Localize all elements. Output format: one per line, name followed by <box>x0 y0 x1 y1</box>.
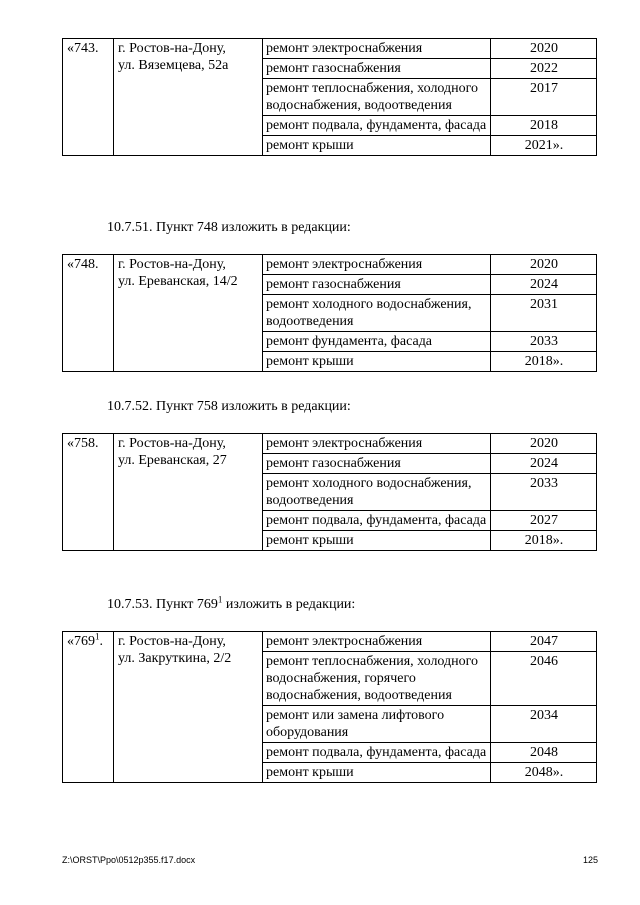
work-type-cell: ремонт или замена лифтового оборудования <box>263 706 491 743</box>
work-type-cell: ремонт электроснабжения <box>263 255 491 275</box>
address-cell <box>114 434 263 551</box>
work-type-cell: ремонт крыши <box>263 763 491 783</box>
item-number-cell <box>63 434 114 551</box>
work-type-cell: ремонт газоснабжения <box>263 59 491 79</box>
work-type-cell: ремонт электроснабжения <box>263 39 491 59</box>
address-cell <box>114 39 263 156</box>
year-cell: 2018». <box>491 352 597 372</box>
work-type-cell: ремонт подвала, фундамента, фасада <box>263 511 491 531</box>
item-number: «769 <box>67 634 95 649</box>
table-row <box>63 255 597 275</box>
registry-table-748 <box>62 254 597 372</box>
year-cell: 2021». <box>491 136 597 156</box>
work-type-cell: ремонт крыши <box>263 352 491 372</box>
registry-table-758 <box>62 433 597 551</box>
year-cell: 2046 <box>491 652 597 706</box>
work-type-cell: ремонт газоснабжения <box>263 454 491 474</box>
address-street: ул. Ереванская, 14/2 <box>118 274 238 289</box>
registry-table-769-1 <box>62 631 597 783</box>
year-cell: 2031 <box>491 295 597 332</box>
year-cell: 2017 <box>491 79 597 116</box>
year-cell: 2048». <box>491 763 597 783</box>
registry-table-743 <box>62 38 597 156</box>
work-type-cell: ремонт фундамента, фасада <box>263 332 491 352</box>
work-type-cell: ремонт электроснабжения <box>263 632 491 652</box>
year-cell: 2020 <box>491 255 597 275</box>
year-cell: 2034 <box>491 706 597 743</box>
footer-file-path: Z:\ORST\Ppo\0512p355.f17.docx <box>62 855 196 865</box>
work-type-cell: ремонт крыши <box>263 531 491 551</box>
address-street: ул. Ереванская, 27 <box>118 453 227 468</box>
work-type-cell: ремонт теплоснабжения, холодного водоснабжения, водоотведения <box>263 79 491 116</box>
superscript-marker: 1 <box>95 631 100 642</box>
work-type-cell: ремонт подвала, фундамента, фасада <box>263 116 491 136</box>
year-cell: 2033 <box>491 332 597 352</box>
year-cell: 2020 <box>491 434 597 454</box>
address-cell <box>114 632 263 783</box>
item-number: «743. <box>67 41 99 56</box>
address-city: г. Ростов-на-Дону, <box>118 257 226 272</box>
year-cell: 2048 <box>491 743 597 763</box>
address-street: ул. Закруткина, 2/2 <box>118 651 232 666</box>
item-number: «758. <box>67 436 99 451</box>
work-type-cell: ремонт холодного водоснабжения, водоотведения <box>263 295 491 332</box>
table-row <box>63 632 597 652</box>
year-cell: 2024 <box>491 454 597 474</box>
year-cell: 2047 <box>491 632 597 652</box>
work-type-cell: ремонт крыши <box>263 136 491 156</box>
address-city: г. Ростов-на-Дону, <box>118 634 226 649</box>
work-type-cell: ремонт электроснабжения <box>263 434 491 454</box>
item-number-cell <box>63 255 114 372</box>
footer-page-number: 125 <box>582 855 598 865</box>
paragraph-10-7-53: 10.7.53. Пункт $769^1$ изложить в редакции: <box>107 594 356 612</box>
year-cell: 2018 <box>491 116 597 136</box>
superscript-marker: 1 <box>217 594 223 605</box>
item-number-cell: «$769^1$. <box>63 632 114 783</box>
paragraph-10-7-52: 10.7.52. Пункт 758 изложить в редакции: <box>107 399 351 414</box>
work-type-cell: ремонт подвала, фундамента, фасада <box>263 743 491 763</box>
address-street: ул. Вяземцева, 52а <box>118 58 229 73</box>
work-type-cell: ремонт теплоснабжения, холодного водоснабжения, горячего водоснабжения, водоотведения <box>263 652 491 706</box>
work-type-cell: ремонт холодного водоснабжения, водоотведения <box>263 474 491 511</box>
year-cell: 2027 <box>491 511 597 531</box>
address-city: г. Ростов-на-Дону, <box>118 41 226 56</box>
work-type-cell: ремонт газоснабжения <box>263 275 491 295</box>
year-cell: 2020 <box>491 39 597 59</box>
year-cell: 2024 <box>491 275 597 295</box>
item-number-cell <box>63 39 114 156</box>
item-number: «748. <box>67 257 99 272</box>
address-cell <box>114 255 263 372</box>
table-row <box>63 434 597 454</box>
table-row <box>63 39 597 59</box>
year-cell: 2022 <box>491 59 597 79</box>
year-cell: 2018». <box>491 531 597 551</box>
year-cell: 2033 <box>491 474 597 511</box>
paragraph-10-7-51: 10.7.51. Пункт 748 изложить в редакции: <box>107 220 351 235</box>
address-city: г. Ростов-на-Дону, <box>118 436 226 451</box>
